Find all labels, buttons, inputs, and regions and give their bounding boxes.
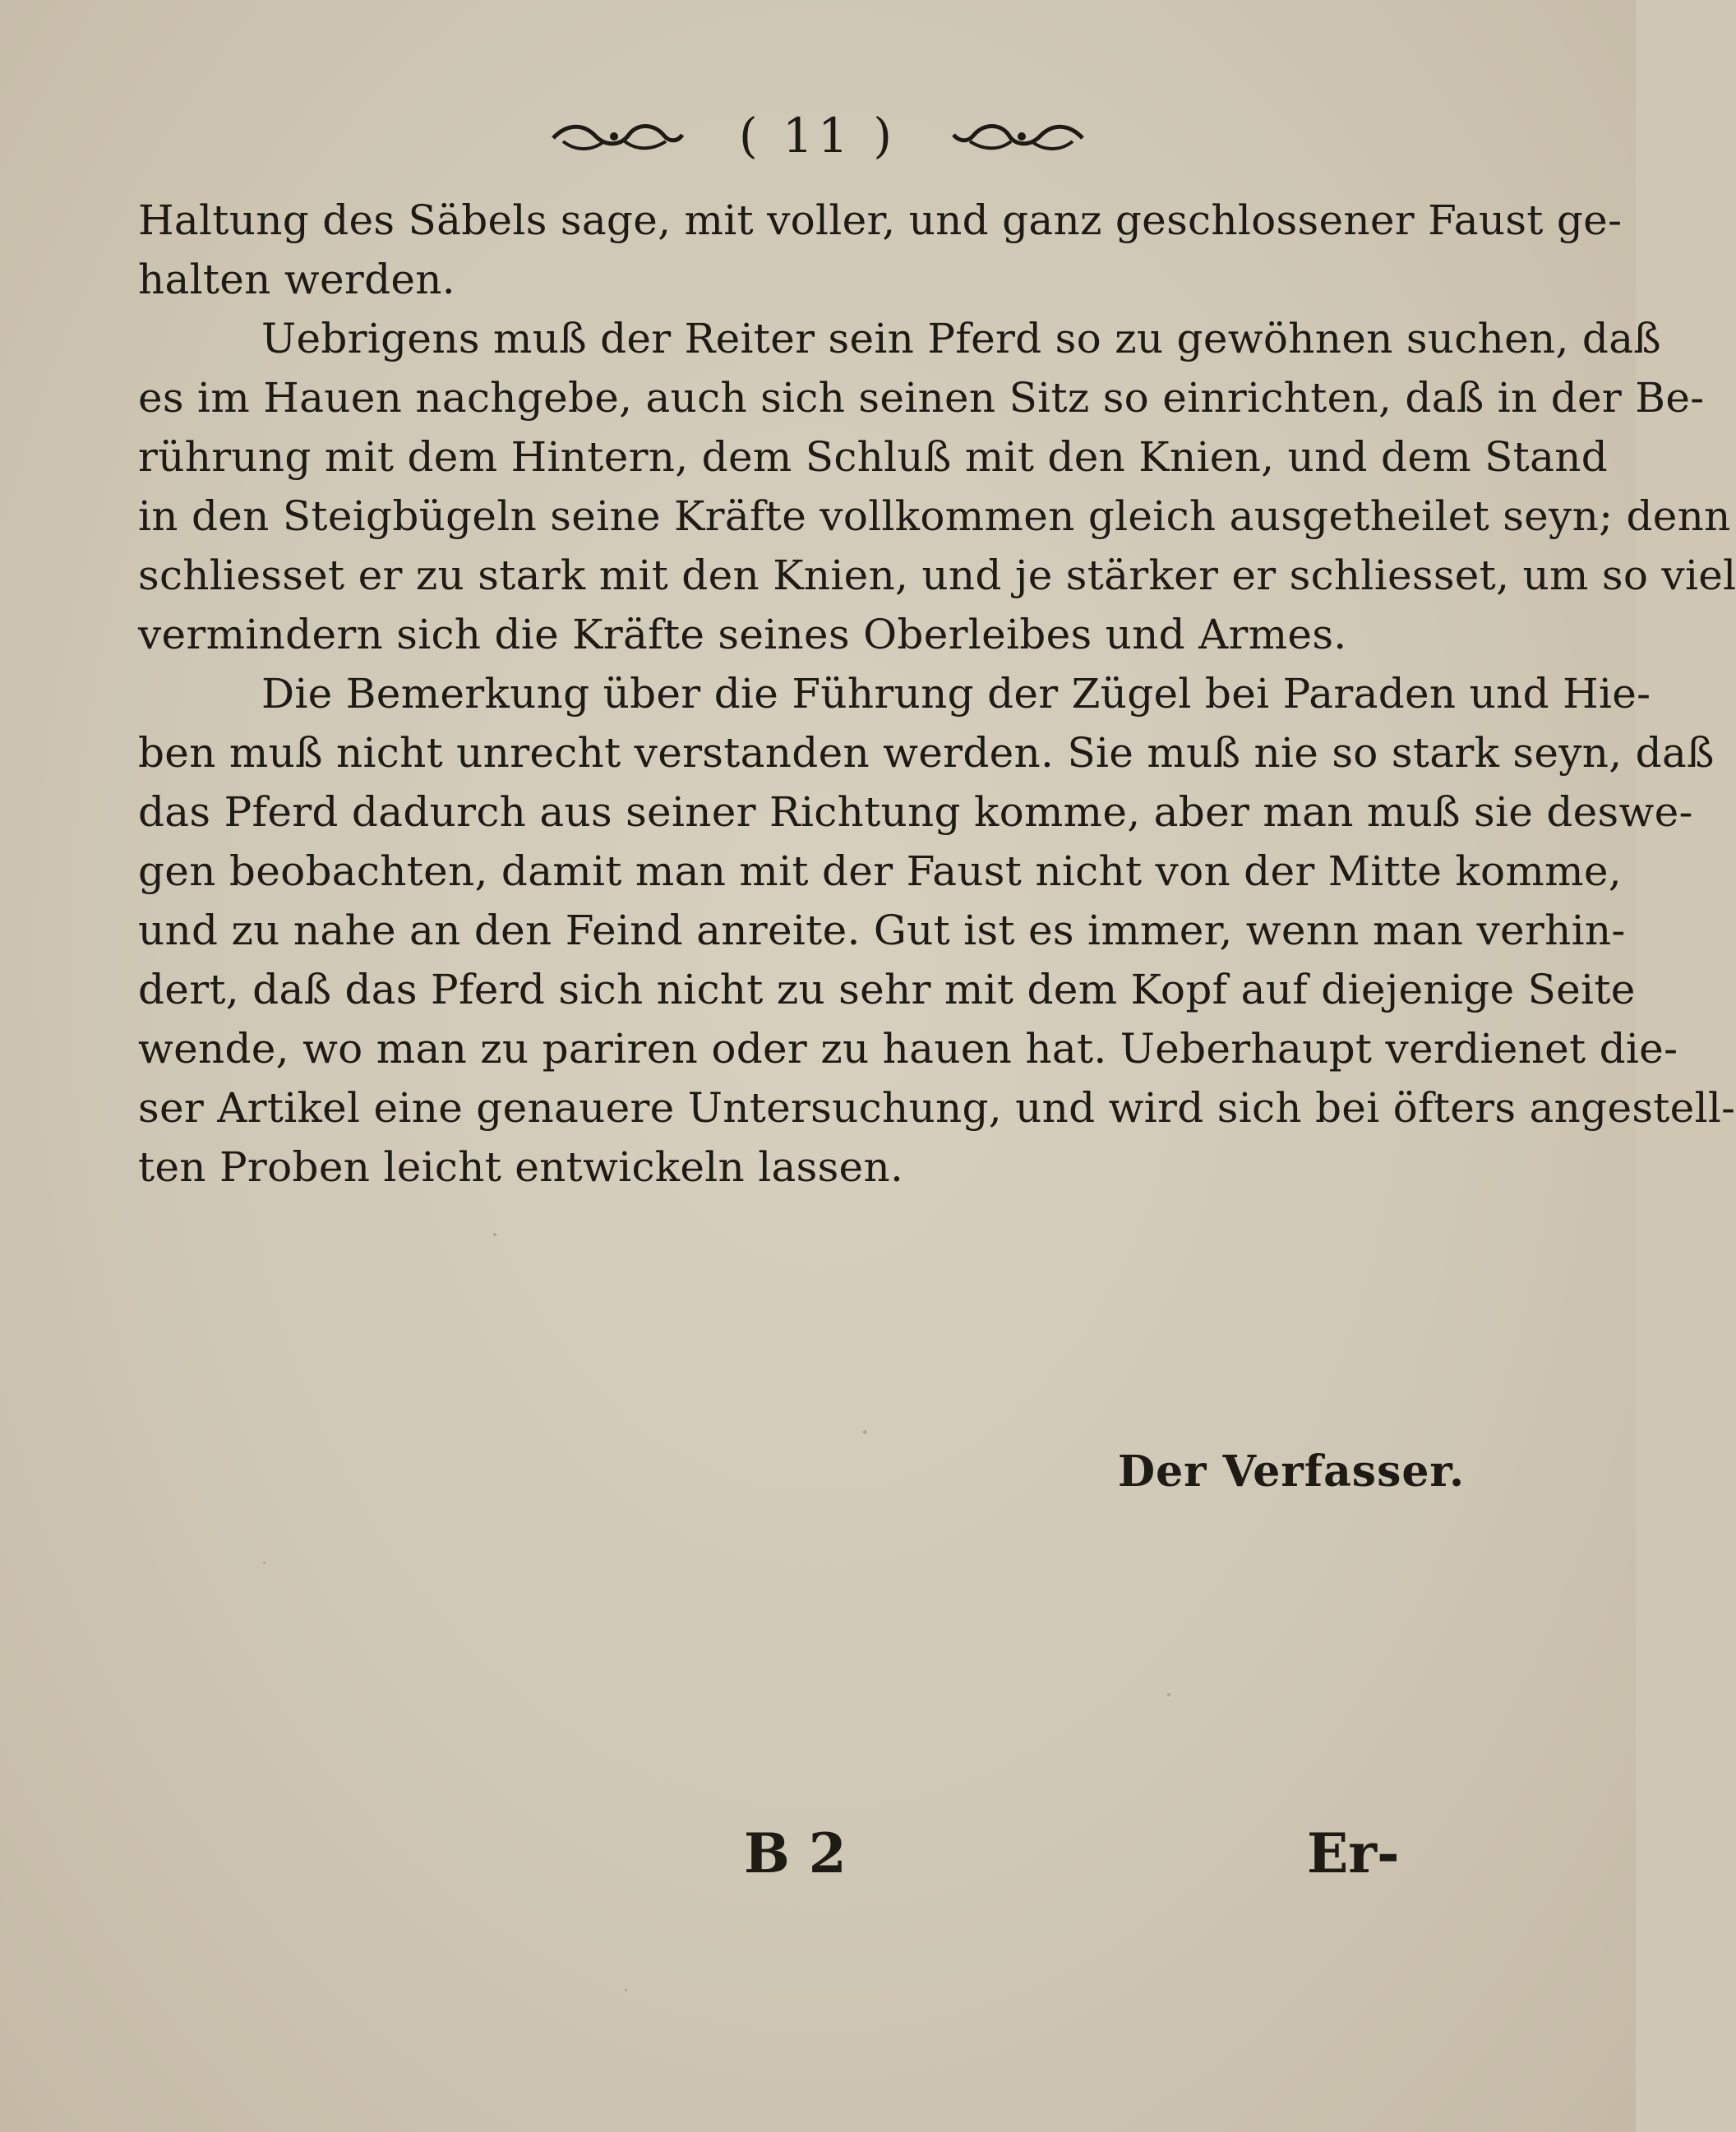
text-line: gen beobachten, damit man mit der Faust nicht von der Mitte komme,: [138, 847, 1622, 895]
text-line: vermindern sich die Kräfte seines Oberleibes und Armes.: [138, 611, 1347, 658]
author-signature: Der Verfasser.: [1118, 1447, 1466, 1497]
body-text: [138, 191, 1736, 1197]
paper-speck: [625, 1989, 627, 1991]
text-line: halten werden.: [138, 256, 455, 303]
paper-speck: [493, 1233, 496, 1236]
text-line: und zu nahe an den Feind anreite. Gut ist es immer, wenn man verhin-: [138, 907, 1626, 954]
text-line: Die Bemerkung über die Führung der Zügel bei Paraden und Hie-: [261, 670, 1651, 718]
paper-speck: [863, 1430, 867, 1434]
text-line: das Pferd dadurch aus seiner Richtung komme, aber man muß sie deswe-: [138, 788, 1693, 836]
left-ornament-icon: [547, 117, 686, 155]
text-line: ten Proben leicht entwickeln lassen.: [138, 1143, 904, 1191]
text-line: rührung mit dem Hintern, dem Schluß mit den Knien, und dem Stand: [138, 433, 1608, 481]
text-line: ser Artikel eine genauere Untersuchung, und wird sich bei öfters angestell-: [138, 1084, 1736, 1132]
page-number: ( 11 ): [739, 107, 897, 164]
text-line: schliesset er zu stark mit den Knien, und je stärker er schliesset, um so viel: [138, 551, 1736, 599]
paper-speck: [263, 1562, 265, 1564]
catchword: Er-: [1307, 1821, 1400, 1885]
text-line: in den Steigbügeln seine Kräfte vollkommen gleich ausgetheilet seyn; denn: [138, 492, 1731, 540]
text-line: Haltung des Säbels sage, mit voller, und ganz geschlossener Faust ge-: [138, 196, 1623, 244]
text-line: ben muß nicht unrecht verstanden werden. Sie muß nie so stark seyn, daß: [138, 729, 1715, 777]
text-line: dert, daß das Pferd sich nicht zu sehr mit dem Kopf auf diejenige Seite: [138, 966, 1636, 1013]
text-line: Uebrigens muß der Reiter sein Pferd so zu gewöhnen suchen, daß: [261, 315, 1661, 362]
paper-speck: [1167, 1693, 1170, 1696]
right-ornament-icon: [949, 117, 1089, 155]
text-line: wende, wo man zu pariren oder zu hauen hat. Ueberhaupt verdienet die-: [138, 1025, 1678, 1073]
signature-mark: B 2: [744, 1821, 847, 1885]
running-header: [0, 105, 1636, 164]
text-line: es im Hauen nachgebe, auch sich seinen Sitz so einrichten, daß in der Be-: [138, 374, 1705, 422]
